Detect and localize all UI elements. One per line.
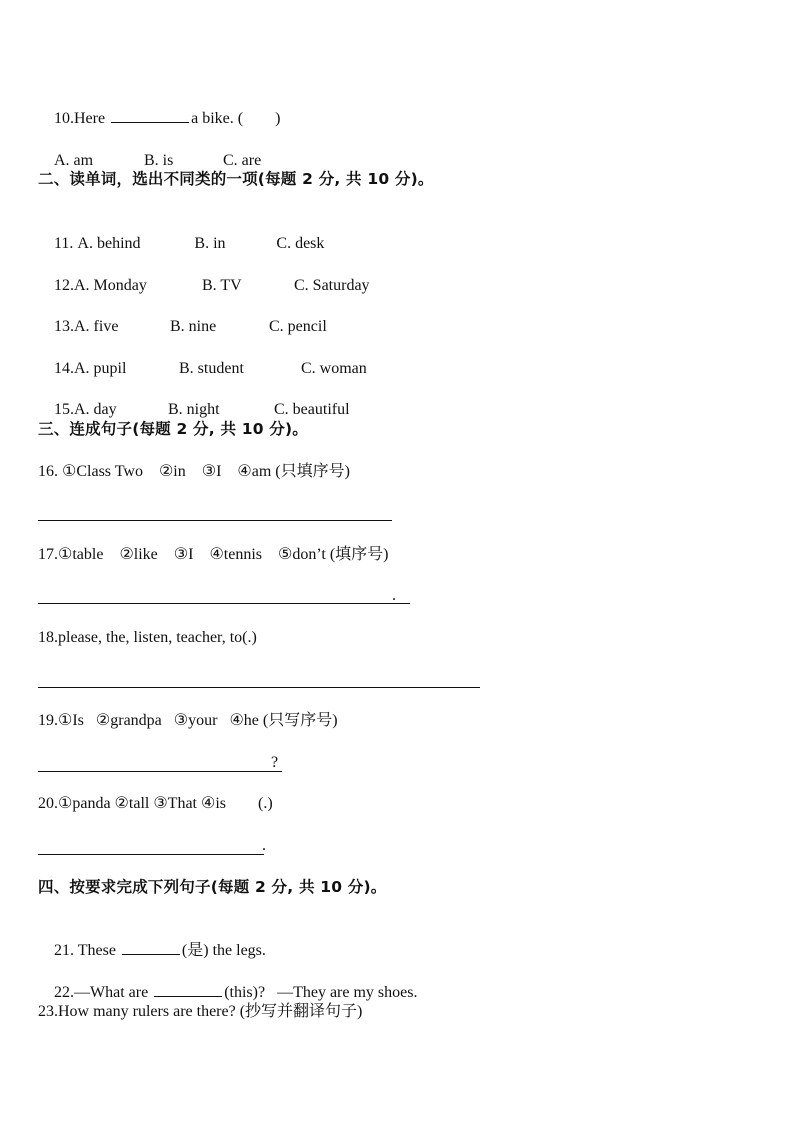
answer-line-19[interactable] [38,771,282,772]
option-b: B. in [194,235,226,252]
answer-blank[interactable] [122,940,180,955]
option-b: B. night [168,401,220,418]
question-19: 19.①Is ②grandpa ③your ④he (只写序号) [38,712,338,729]
section-4-heading: 四、按要求完成下列句子(每题 2 分, 共 10 分)。 [38,878,387,896]
option-b: B. nine [170,318,217,335]
section-3-heading: 三、连成句子(每题 2 分, 共 10 分)。 [38,420,308,438]
section-2-heading: 二、读单词，选出不同类的一项(每题 2 分, 共 10 分)。 [38,170,434,188]
option-c: C. pencil [269,318,327,335]
option-a: A. day [74,401,117,418]
question-number: 11. [54,235,78,252]
answer-line-16[interactable] [38,520,392,521]
answer-blank[interactable] [154,982,222,997]
option-c: C. are [223,152,262,169]
question-16: 16. ①Class Two ②in ③I ④am (只填序号) [38,463,350,480]
question-number: 13. [54,318,74,335]
question-18: 18.please, the, listen, teacher, to(.) [38,629,257,646]
answer-line-19-end: ? [271,754,279,771]
question-10-suffix: a bike. ( ) [191,110,281,127]
option-c: C. desk [276,235,325,252]
option-a: A. behind [77,235,141,252]
option-a: A. am [54,152,94,169]
question-17: 17.①table ②like ③I ④tennis ⑤don’t (填序号) [38,546,389,563]
answer-blank[interactable] [111,108,189,123]
option-c: C. Saturday [294,277,370,294]
option-c: C. woman [301,360,367,377]
question-22-suffix: (this)? —They are my shoes. [224,984,418,1001]
question-number: 14. [54,360,74,377]
question-21-prefix: 21. These [54,942,120,959]
question-22-prefix: 22.—What are [54,984,153,1001]
answer-line-17-end: . [392,587,396,604]
question-number: 12. [54,277,74,294]
question-21-suffix: (是) the legs. [181,942,266,959]
answer-line-20-end: . [262,837,266,854]
option-b: B. student [179,360,244,377]
question-10-prefix: 10.Here [54,110,110,127]
question-23: 23.How many rulers are there? (抄写并翻译句子) [38,1003,363,1020]
question-number: 15. [54,401,74,418]
option-a: A. Monday [74,277,147,294]
question-20: 20.①panda ②tall ③That ④is (.) [38,795,273,812]
option-a: A. five [74,318,119,335]
option-b: B. is [144,152,174,169]
answer-line-18[interactable] [38,687,480,688]
answer-line-20[interactable] [38,854,264,855]
option-a: A. pupil [74,360,127,377]
option-c: C. beautiful [274,401,350,418]
answer-line-17[interactable] [38,603,410,604]
option-b: B. TV [202,277,242,294]
